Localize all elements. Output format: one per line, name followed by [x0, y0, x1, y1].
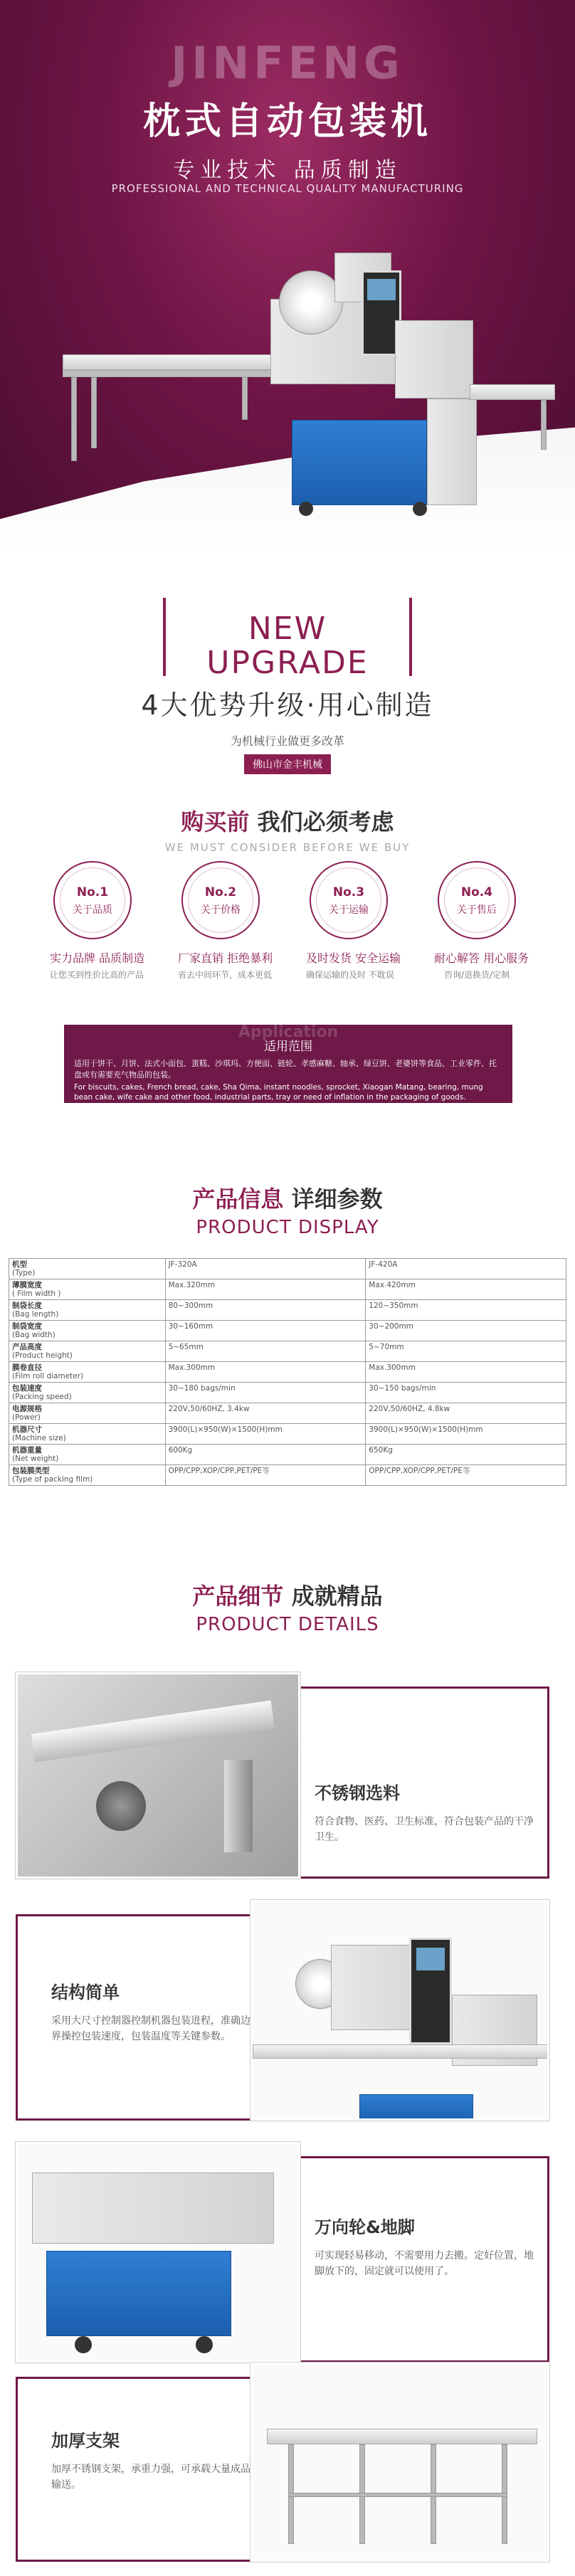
hero-subtitle-en: PROFESSIONAL AND TECHNICAL QUALITY MANUFACTURING: [111, 182, 464, 195]
details-header: 产品细节 成就精品 PRODUCT DETAILS: [192, 1583, 383, 1635]
spec-value-b: 5~70mm: [366, 1341, 566, 1362]
detail-text: 符合食物、医药、卫生标准，符合包装产品的干净卫生。: [315, 1816, 534, 1843]
spec-table: [9, 1258, 566, 1486]
detail-title: 万向轮&地脚: [315, 2217, 415, 2237]
spec-value-b: 30~150 bags/min: [366, 1383, 566, 1403]
spec-row: [9, 1279, 566, 1300]
buy-section: [0, 804, 575, 854]
spec-value-a: 220V,50/60HZ, 3.4kw: [165, 1403, 366, 1424]
spec-row: [9, 1445, 566, 1465]
spec-value-a: JF-320A: [165, 1259, 366, 1279]
advantage-quality: No.1 关于品质 实力品牌 品质制造 让您买到性价比高的产品: [50, 861, 135, 981]
hero-subtitle: 专业技术 品质制造: [173, 158, 402, 183]
spec-key: 包装速度 (Packing speed): [9, 1383, 166, 1403]
buy-title-en: WE MUST CONSIDER BEFORE WE BUY: [164, 841, 411, 854]
spec-value-b: JF-420A: [366, 1259, 566, 1279]
spec-value-b: OPP/CPP,XOP/CPP,PET/PE等: [366, 1465, 566, 1486]
detail-stainless: [16, 1672, 556, 1886]
advantage-transport: No.3 关于运输 及时发货 安全运输 确保运输的及时 不耽误: [306, 861, 391, 981]
spec-value-b: 220V,50/60HZ, 4.8kw: [366, 1403, 566, 1424]
spec-row: [9, 1383, 566, 1403]
spec-row: [9, 1424, 566, 1445]
brand-watermark: JINFENG: [171, 37, 404, 89]
advantage-price: No.2 关于价格 厂家直销 拒绝暴利 省去中间环节，成本更低: [178, 861, 263, 981]
detail-photo-wheels: [16, 2142, 300, 2363]
spec-value-a: Max.300mm: [165, 1362, 366, 1383]
spec-row: [9, 1300, 566, 1321]
spec-row: [9, 1465, 566, 1486]
detail-text: 可实现轻易移动，不需要用力去搬。定好位置，地脚放下的，固定就可以使用了。: [315, 2250, 534, 2277]
spec-key: 制袋长度 (Bag length): [9, 1300, 166, 1321]
spec-key: 电源规格 (Power): [9, 1403, 166, 1424]
detail-title: 不锈钢选料: [315, 1783, 400, 1803]
spec-value-b: 120~350mm: [366, 1300, 566, 1321]
upgrade-section: [0, 598, 575, 774]
spec-value-a: 5~65mm: [165, 1341, 366, 1362]
spec-row: [9, 1362, 566, 1383]
product-info-header: 产品信息 详细参数 PRODUCT DISPLAY: [192, 1186, 383, 1238]
spec-value-a: Max.320mm: [165, 1279, 366, 1300]
spec-key: 机器重量 (Net weight): [9, 1445, 166, 1465]
buy-title: 购买前 我们必须考虑: [181, 808, 394, 835]
upgrade-sub: 为机械行业做更多改革: [230, 734, 344, 748]
spec-value-b: 30~200mm: [366, 1321, 566, 1341]
spec-value-b: Max.300mm: [366, 1362, 566, 1383]
company-badge: 佛山市金丰机械: [244, 754, 331, 774]
detail-text: 加厚不锈钢支架，承重力强，可承载大量成品输送。: [51, 2464, 250, 2491]
spec-value-a: 80~300mm: [165, 1300, 366, 1321]
upgrade-new-text: NEW: [248, 611, 327, 647]
spec-value-a: 30~160mm: [165, 1321, 366, 1341]
detail-text: 采用大尺寸控制器控制机器包装进程，准确边界操控包装速度，包装温度等关键参数。: [51, 2015, 250, 2042]
detail-title: 结构简单: [51, 1983, 120, 2002]
detail-photo-stainless: [16, 1672, 300, 1879]
application-cn: 适用于饼干、月饼、法式小面包、蛋糕、沙琪玛、方便面、链轮、孝感麻糖、轴承、绿豆饼、老婆饼等食品、工业零件、托盘或有需要充气物品的包装。: [74, 1059, 497, 1080]
hero-title: 枕式自动包装机: [142, 100, 432, 143]
application-watermark: Application: [238, 1023, 339, 1041]
spec-value-b: Max.420mm: [366, 1279, 566, 1300]
hero-banner: [0, 0, 575, 555]
spec-row: [9, 1321, 566, 1341]
application-en: For biscuits, cakes, French bread, cake, Sha Qima, instant noodles, sprocket, Xiaogan Matang, bearing, mung bean cake, wife cake and other food, industrial parts, tray or need of inflation in the packaging of goods.: [74, 1083, 483, 1102]
spec-value-a: OPP/CPP,XOP/CPP,PET/PE等: [165, 1465, 366, 1486]
upgrade-headline: 4大优势升级·用心制造: [141, 690, 434, 721]
spec-key: 薄膜宽度 ( Film width ): [9, 1279, 166, 1300]
application-box: [64, 1025, 512, 1103]
spec-key: 机器尺寸 (Machine size): [9, 1424, 166, 1445]
detail-bracket: [16, 2363, 556, 2569]
spec-value-a: 30~180 bags/min: [165, 1383, 366, 1403]
spec-value-b: 650Kg: [366, 1445, 566, 1465]
spec-value-a: 600Kg: [165, 1445, 366, 1465]
upgrade-text: UPGRADE: [206, 645, 369, 681]
detail-title: 加厚支架: [51, 2431, 120, 2451]
spec-value-b: 3900(L)×950(W)×1500(H)mm: [366, 1424, 566, 1445]
spec-value-a: 3900(L)×950(W)×1500(H)mm: [165, 1424, 366, 1445]
detail-photo-structure: [250, 1900, 549, 2121]
advantage-circles: [0, 861, 575, 980]
machine-illustration: [0, 0, 575, 555]
spec-key: 制袋宽度 (Bag width): [9, 1321, 166, 1341]
spec-row: [9, 1341, 566, 1362]
spec-key: 包装膜类型 (Type of packing film): [9, 1465, 166, 1486]
detail-structure: [16, 1900, 556, 2135]
spec-key: 膜卷直径 (Film roll diameter): [9, 1362, 166, 1383]
spec-key: 机型 (Type): [9, 1259, 166, 1279]
application-title: 适用范围: [264, 1040, 312, 1054]
detail-photo-bracket: [250, 2363, 549, 2562]
spec-key: 产品高度 (Product height): [9, 1341, 166, 1362]
detail-wheels: [16, 2142, 556, 2377]
spec-row: [9, 1403, 566, 1424]
advantage-service: No.4 关于售后 耐心解答 用心服务 咨询/退换货/定制: [434, 861, 519, 981]
spec-row: [9, 1259, 566, 1279]
